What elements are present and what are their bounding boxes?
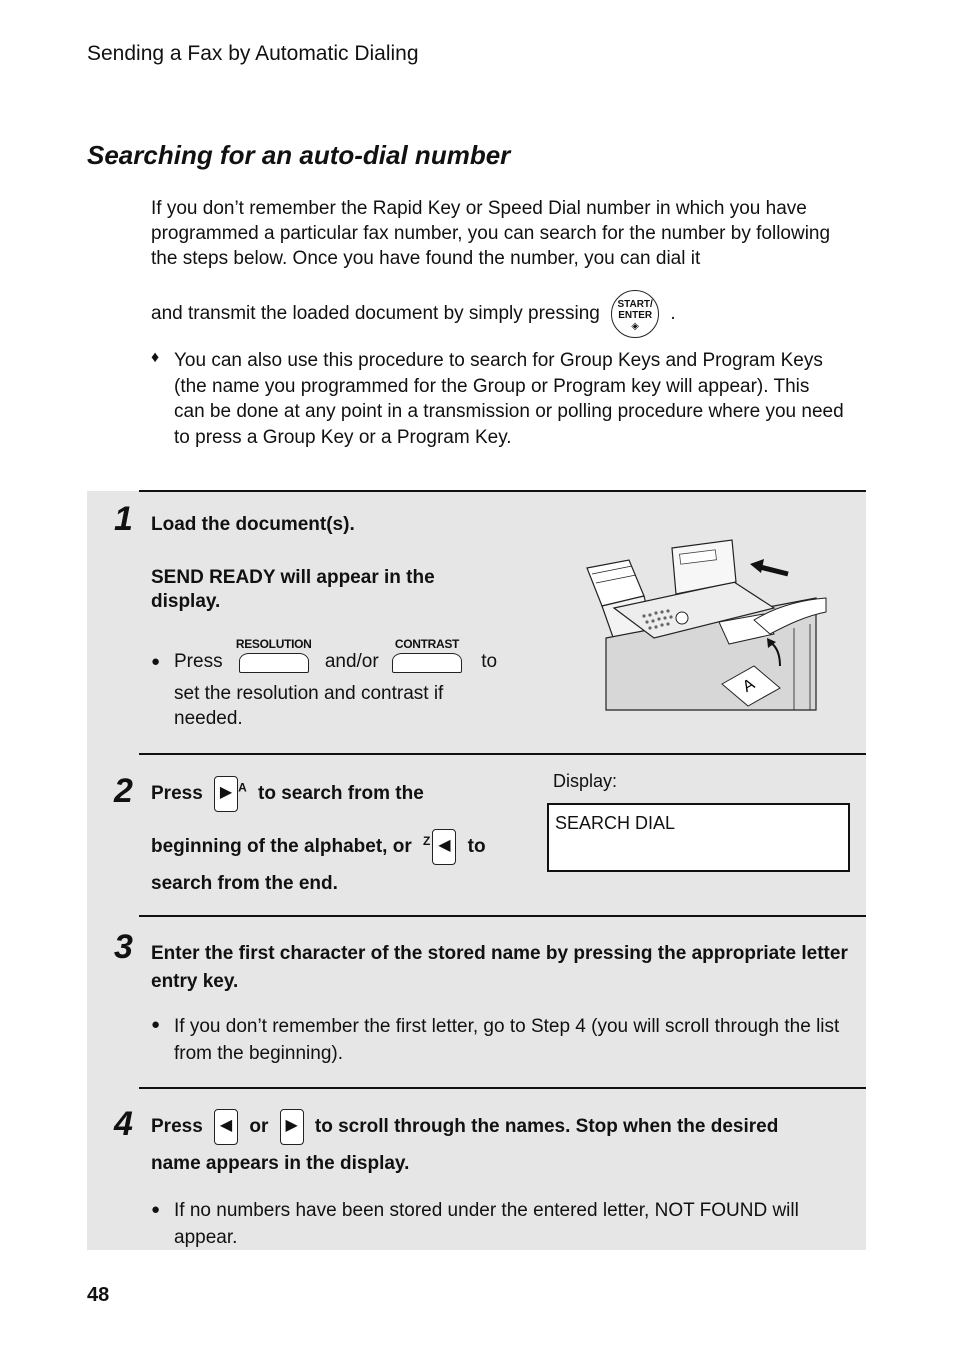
- resolution-key-label: RESOLUTION: [235, 637, 312, 651]
- left-arrow-key-icon: [214, 1109, 238, 1145]
- step-1-to: to: [481, 651, 498, 672]
- document-letter-label: A: [740, 675, 758, 696]
- lcd-display: SEARCH DIAL: [547, 803, 850, 872]
- step-1-line2: SEND READY will appear in the display.: [151, 567, 435, 612]
- display-label: Display:: [553, 771, 618, 791]
- left-arrow-glyph: ◀: [438, 837, 451, 854]
- start-key-label-2: ENTER: [618, 310, 653, 321]
- start-key-symbol: ◈: [631, 321, 639, 332]
- letter-a-label: A: [238, 780, 247, 795]
- step-4-line2: name appears in the display.: [151, 1153, 410, 1174]
- contrast-key-shape: [392, 653, 462, 673]
- resolution-key-icon: [236, 637, 312, 673]
- step-3-title: Enter the first character of the stored name by pressing the appropriate letter entry key.: [151, 943, 848, 992]
- right-arrow-glyph: ▶: [285, 1117, 298, 1134]
- step-4-line1: [151, 1109, 778, 1145]
- note-paragraph: You can also use this procedure to search for Group Keys and Program Keys (the name you programmed for the Group or Program key will appear). This can be done at any point in a transmission or polling procedure where you need to press a Group Key or a Program Key.: [174, 350, 844, 448]
- step-2-rule: [139, 753, 866, 755]
- right-arrow-glyph: ▶: [219, 784, 233, 801]
- intro-last-line: [151, 290, 676, 338]
- diamond-bullet-icon: ♦: [151, 349, 160, 366]
- resolution-key-shape: [239, 653, 309, 673]
- left-arrow-glyph: ◀: [219, 1117, 233, 1134]
- step-4-rest: to scroll through the names. Stop when the desired: [314, 1116, 779, 1138]
- step-3-rule: [139, 915, 866, 917]
- start-key-label-1: START/: [617, 299, 653, 310]
- step-2-to: to: [467, 836, 486, 858]
- step-1-press: Press: [174, 651, 223, 672]
- step-2-line3: search from the end.: [151, 873, 338, 894]
- step-2-number: 2: [114, 772, 133, 810]
- step-4-or: or: [249, 1116, 269, 1138]
- step-1-press-line: [174, 637, 534, 673]
- step-4-bullet: If no numbers have been stored under the entered letter, NOT FOUND will appear.: [174, 1200, 799, 1248]
- running-head: Sending a Fax by Automatic Dialing: [87, 42, 419, 65]
- step-3-number: 3: [114, 928, 133, 966]
- letter-z-label: Z: [423, 833, 431, 848]
- section-title: Searching for an auto-dial number: [87, 140, 511, 170]
- step-2-part2: beginning of the alphabet, or: [151, 836, 412, 858]
- step-2-line1: [151, 776, 424, 812]
- fax-machine-illustration: [584, 538, 830, 712]
- step-1-andor: and/or: [324, 651, 379, 672]
- left-arrow-key-icon: [432, 829, 456, 865]
- step-2-part1: to search from the: [258, 783, 424, 805]
- step-2-line2: [151, 829, 486, 865]
- step-1-rule: [139, 490, 866, 492]
- step-4-press: Press: [151, 1116, 203, 1138]
- step-4-number: 4: [114, 1105, 133, 1143]
- step-1-title: Load the document(s).: [151, 514, 355, 535]
- contrast-key-icon: [392, 637, 462, 673]
- step-1-number: 1: [114, 500, 133, 538]
- step-1-bullet-rest: set the resolution and contrast if needed.: [174, 683, 444, 729]
- step-3-bullet: If you don’t remember the first letter, go to Step 4 (you will scroll through the list from the beginning).: [174, 1016, 840, 1064]
- page-number: 48: [87, 1284, 110, 1306]
- intro-paragraph: If you don’t remember the Rapid Key or Speed Dial number in which you have programmed a particular fax number, you can search for the number by following the steps below. Once you have found the number, you can dial it: [151, 198, 831, 269]
- start-enter-key-icon: [611, 290, 659, 338]
- bullet-dot-icon: ●: [151, 1016, 161, 1033]
- step-2-press: Press: [151, 783, 203, 805]
- intro-end-punct: .: [670, 303, 676, 325]
- step-4-rule: [139, 1087, 866, 1089]
- contrast-key-label: CONTRAST: [394, 637, 460, 651]
- right-arrow-key-icon: [280, 1109, 304, 1145]
- bullet-dot-icon: ●: [151, 1201, 161, 1218]
- intro-last-text: and transmit the loaded document by simply pressing: [151, 303, 600, 325]
- bullet-dot-icon: ●: [151, 653, 161, 670]
- right-arrow-key-icon: [214, 776, 238, 812]
